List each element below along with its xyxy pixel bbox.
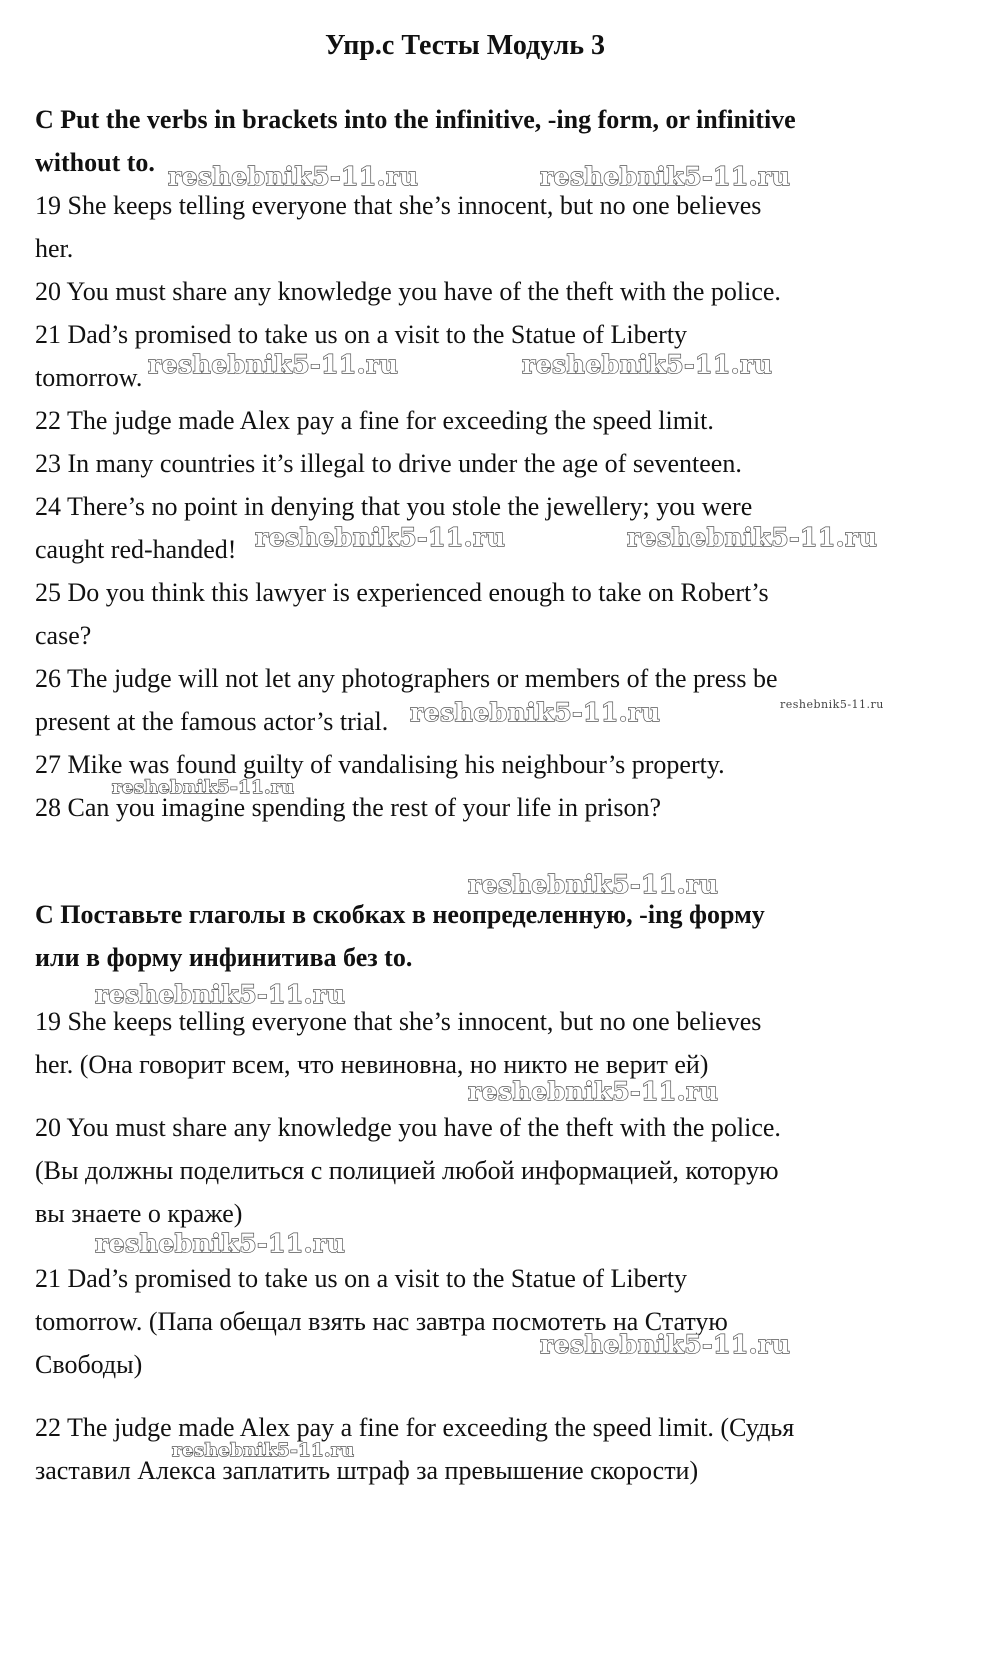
watermark: reshebnik5-11.ru bbox=[255, 523, 506, 552]
exercise-line: tomorrow. bbox=[35, 363, 143, 392]
watermark: reshebnik5-11.ru bbox=[112, 777, 295, 798]
watermark: reshebnik5-11.ru bbox=[468, 1077, 719, 1106]
answer-20 bbox=[35, 1106, 935, 1235]
exercise-line: 26 The judge will not let any photographers or members of the press be bbox=[35, 664, 778, 693]
page-title: Упр.с Тесты Модуль 3 bbox=[324, 30, 606, 61]
answer-line: her. (Она говорит всем, что невиновна, но никто не верит ей) bbox=[35, 1050, 709, 1079]
answer-line: заставил Алекса заплатить штраф за превышение скорости) bbox=[35, 1456, 699, 1485]
exercise-line: 25 Do you think this lawyer is experienced enough to take on Robert’s bbox=[35, 578, 769, 607]
exercise-line: present at the famous actor’s trial. bbox=[35, 707, 389, 736]
exercise-line: 21 Dad’s promised to take us on a visit to the Statue of Liberty bbox=[35, 320, 688, 349]
exercise-line: 23 In many countries it’s illegal to drive under the age of seventeen. bbox=[35, 449, 742, 478]
watermark: reshebnik5-11.ru bbox=[780, 698, 884, 711]
exercise-line: 28 Can you imagine spending the rest of your life in prison? bbox=[35, 793, 662, 822]
answer-line: вы знаете о краже) bbox=[35, 1199, 243, 1228]
section-russian bbox=[35, 893, 935, 979]
watermark: reshebnik5-11.ru bbox=[522, 350, 773, 379]
watermark: reshebnik5-11.ru bbox=[172, 1440, 355, 1461]
section-heading-line: или в форму инфинитива без to. bbox=[35, 943, 413, 972]
answer-22 bbox=[35, 1406, 935, 1492]
watermark: reshebnik5-11.ru bbox=[627, 523, 878, 552]
watermark: reshebnik5-11.ru bbox=[95, 980, 346, 1009]
exercise-line: 24 There’s no point in denying that you stole the jewellery; you were bbox=[35, 492, 753, 521]
watermark: reshebnik5-11.ru bbox=[468, 870, 719, 899]
watermark: reshebnik5-11.ru bbox=[95, 1229, 346, 1258]
answer-19 bbox=[35, 1000, 935, 1086]
watermark: reshebnik5-11.ru bbox=[410, 698, 661, 727]
answer-21 bbox=[35, 1257, 935, 1386]
answer-line: 22 The judge made Alex pay a fine for exceeding the speed limit. (Судья bbox=[35, 1413, 795, 1442]
section-heading-line: C Поставьте глаголы в скобках в неопределенную, -ing форму bbox=[35, 900, 765, 929]
exercise-line: case? bbox=[35, 621, 92, 650]
exercise-line: her. bbox=[35, 234, 74, 263]
section-heading-line: without to. bbox=[35, 148, 155, 177]
exercise-line: 20 You must share any knowledge you have of the theft with the police. bbox=[35, 277, 781, 306]
watermark: reshebnik5-11.ru bbox=[540, 1330, 791, 1359]
answer-line: Свободы) bbox=[35, 1350, 143, 1379]
answer-line: tomorrow. (Папа обещал взять нас завтра посмотеть на Статую bbox=[35, 1307, 728, 1336]
exercise-line: 27 Mike was found guilty of vandalising his neighbour’s property. bbox=[35, 750, 725, 779]
answer-line: 19 She keeps telling everyone that she’s innocent, but no one believes bbox=[35, 1007, 762, 1036]
exercise-line: 22 The judge made Alex pay a fine for exceeding the speed limit. bbox=[35, 406, 714, 435]
answer-line: (Вы должны поделиться с полицией любой информацией, которую bbox=[35, 1156, 779, 1185]
watermark: reshebnik5-11.ru bbox=[148, 350, 399, 379]
exercise-line: caught red-handed! bbox=[35, 535, 237, 564]
section-heading-line: C Put the verbs in brackets into the infinitive, -ing form, or infinitive bbox=[35, 105, 796, 134]
exercise-line: 19 She keeps telling everyone that she’s innocent, but no one believes bbox=[35, 191, 762, 220]
answer-line: 21 Dad’s promised to take us on a visit to the Statue of Liberty bbox=[35, 1264, 688, 1293]
watermark: reshebnik5-11.ru bbox=[540, 162, 791, 191]
answer-line: 20 You must share any knowledge you have of the theft with the police. bbox=[35, 1113, 781, 1142]
watermark: reshebnik5-11.ru bbox=[168, 162, 419, 191]
